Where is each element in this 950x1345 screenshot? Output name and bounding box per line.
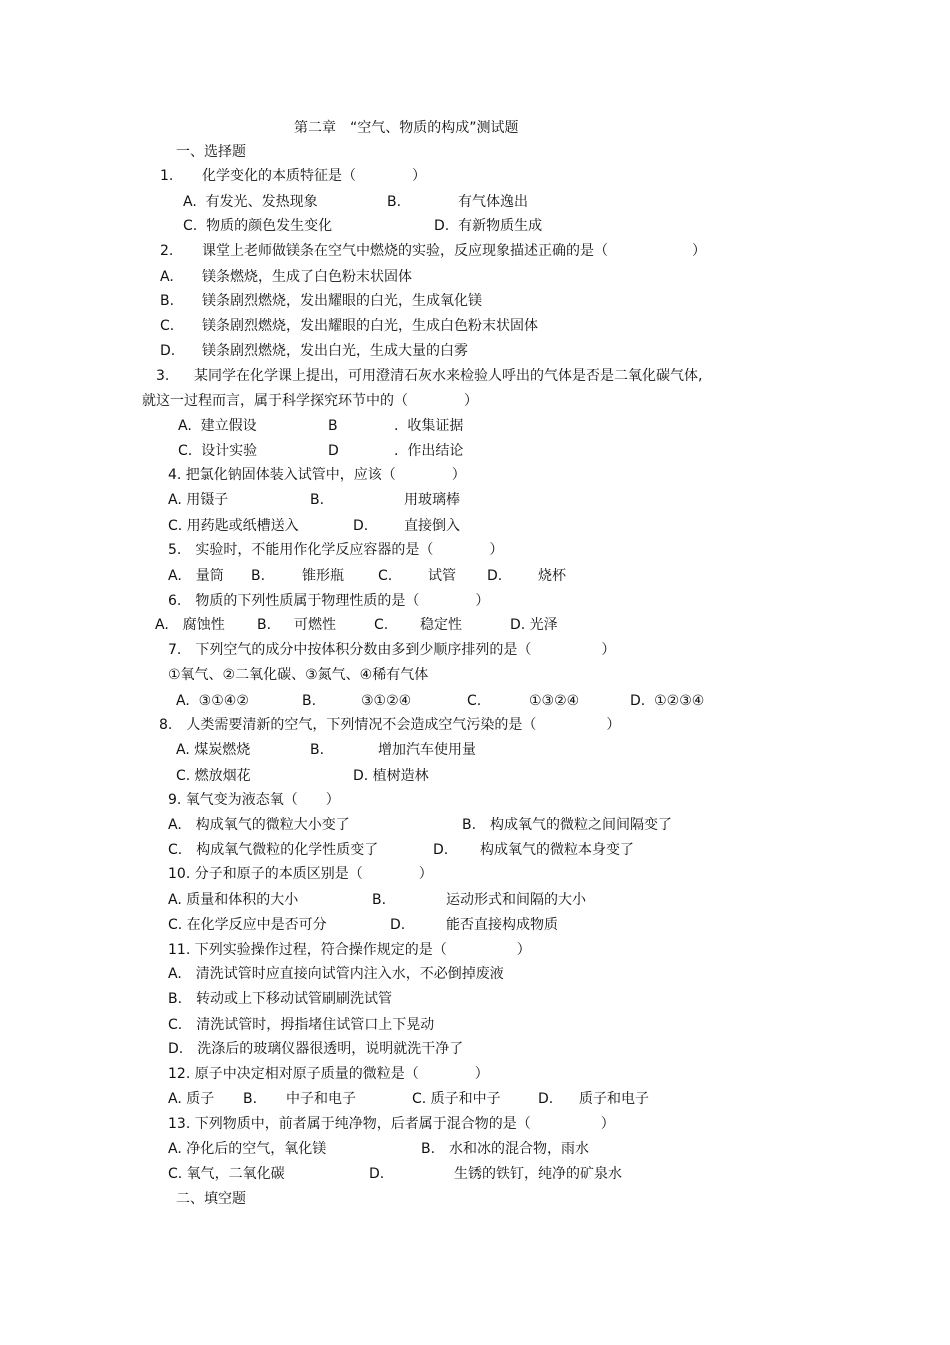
option-d: 生锈的铁钉，纯净的矿泉水 bbox=[454, 1166, 622, 1182]
option-d: . 作出结论 bbox=[394, 443, 464, 459]
option-c: C. 物质的颜色发生变化 bbox=[183, 218, 333, 234]
option-d-key: D. bbox=[353, 518, 369, 534]
option-d: 质子和电子 bbox=[579, 1091, 649, 1107]
option-b: 镁条剧烈燃烧，发出耀眼的白光，生成氧化镁 bbox=[202, 293, 482, 309]
option-c-key: C. bbox=[374, 617, 389, 633]
option-b: 中子和电子 bbox=[286, 1091, 356, 1107]
option-c-key: C. bbox=[378, 568, 393, 584]
question-stem: 12. 原子中决定相对原子质量的微粒是（ ） bbox=[168, 1066, 489, 1082]
option-b: 用玻璃棒 bbox=[404, 492, 460, 508]
option-b-key: B. bbox=[251, 568, 266, 584]
option-d: 构成氧气的微粒本身变了 bbox=[480, 842, 634, 858]
option-a: A. 构成氧气的微粒大小变了 bbox=[168, 817, 350, 833]
option-c: C. 用药匙或纸槽送入 bbox=[168, 518, 299, 534]
option-d: D. ①②③④ bbox=[630, 693, 705, 709]
option-d: D. 植树造林 bbox=[353, 768, 429, 784]
question-stem: 化学变化的本质特征是（ ） bbox=[202, 168, 426, 184]
option-b-key: B bbox=[328, 418, 338, 434]
option-b: B. 构成氧气的微粒之间间隔变了 bbox=[462, 817, 673, 833]
option-d-key: D. bbox=[487, 568, 503, 584]
option-d: 镁条剧烈燃烧，发出白光，生成大量的白雾 bbox=[202, 343, 468, 359]
option-c: ①③②④ bbox=[529, 693, 580, 709]
section-heading-choice: 一、选择题 bbox=[176, 144, 246, 160]
question-stem: 6. 物质的下列性质属于物理性质的是（ ） bbox=[168, 593, 490, 609]
option-a-key: A. bbox=[160, 269, 174, 285]
question-number: 1. bbox=[160, 168, 174, 184]
option-b: 锥形瓶 bbox=[302, 568, 344, 584]
option-b-key: B. bbox=[160, 293, 175, 309]
option-a: A. 净化后的空气，氧化镁 bbox=[168, 1141, 327, 1157]
question-stem: 4. 把氯化钠固体装入试管中，应该（ ） bbox=[168, 467, 466, 483]
option-c-key: C. bbox=[467, 693, 482, 709]
option-d-key: D. bbox=[390, 917, 406, 933]
question-stem-continued: 就这一过程而言，属于科学探究环节中的（ ） bbox=[142, 393, 478, 409]
option-c: C. 构成氧气微粒的化学性质变了 bbox=[168, 842, 379, 858]
option-b-key: B. bbox=[310, 742, 325, 758]
option-b-key: B. bbox=[372, 892, 387, 908]
option-c-key: C. bbox=[160, 318, 175, 334]
option-a: A. ③①④② bbox=[176, 693, 249, 709]
option-c: 稳定性 bbox=[420, 617, 462, 633]
option-d: 直接倒入 bbox=[404, 518, 460, 534]
option-c: 镁条剧烈燃烧，发出耀眼的白光，生成白色粉末状固体 bbox=[202, 318, 538, 334]
option-d-key: D. bbox=[433, 842, 449, 858]
question-number: 2. bbox=[160, 243, 174, 259]
option-d-key: D bbox=[328, 443, 339, 459]
component-list: ①氧气、②二氧化碳、③氮气、④稀有气体 bbox=[168, 667, 429, 683]
option-a: A. 质子 bbox=[168, 1091, 215, 1107]
option-c: C. 燃放烟花 bbox=[176, 768, 251, 784]
option-b: . 收集证据 bbox=[394, 418, 464, 434]
option-a: A. 质量和体积的大小 bbox=[168, 892, 299, 908]
option-d: D. 有新物质生成 bbox=[434, 218, 543, 234]
option-a: 镁条燃烧，生成了白色粉末状固体 bbox=[202, 269, 412, 285]
question-number: 3. bbox=[156, 368, 170, 384]
option-c: C. 氧气，二氧化碳 bbox=[168, 1166, 285, 1182]
question-stem: 8. 人类需要清新的空气，下列情况不会造成空气污染的是（ ） bbox=[159, 717, 621, 733]
option-b: 增加汽车使用量 bbox=[378, 742, 476, 758]
question-stem: 10. 分子和原子的本质区别是（ ） bbox=[168, 866, 433, 882]
option-a: A. 煤炭燃烧 bbox=[176, 742, 251, 758]
option-a: A. 有发光、发热现象 bbox=[183, 194, 318, 210]
option-c: C. 质子和中子 bbox=[412, 1091, 501, 1107]
section-heading-fill: 二、填空题 bbox=[176, 1191, 246, 1207]
question-stem: 7. 下列空气的成分中按体积分数由多到少顺序排列的是（ ） bbox=[168, 642, 616, 658]
question-stem: 9. 氧气变为液态氧（ ） bbox=[168, 792, 340, 808]
option-b-key: B. bbox=[387, 194, 402, 210]
option-c: C. 在化学反应中是否可分 bbox=[168, 917, 327, 933]
question-stem: 某同学在化学课上提出，可用澄清石灰水来检验人呼出的气体是否是二氧化碳气体, bbox=[194, 368, 703, 384]
question-stem: 课堂上老师做镁条在空气中燃烧的实验，反应现象描述正确的是（ ） bbox=[202, 243, 706, 259]
option-b-key: B. bbox=[257, 617, 272, 633]
option-b: B. 水和冰的混合物，雨水 bbox=[421, 1141, 590, 1157]
option-b: 有气体逸出 bbox=[458, 194, 528, 210]
question-stem: 13. 下列物质中，前者属于纯净物，后者属于混合物的是（ ） bbox=[168, 1116, 615, 1132]
option-d: D. 光泽 bbox=[510, 617, 558, 633]
option-b: ③①②④ bbox=[361, 693, 412, 709]
question-stem: 5. 实验时，不能用作化学反应容器的是（ ） bbox=[168, 542, 504, 558]
option-b: 可燃性 bbox=[294, 617, 336, 633]
option-d: D. 洗涤后的玻璃仪器很透明，说明就洗干净了 bbox=[168, 1041, 464, 1057]
option-b-key: B. bbox=[243, 1091, 258, 1107]
option-c: 试管 bbox=[428, 568, 456, 584]
option-d-key: D. bbox=[160, 343, 176, 359]
option-b: B. 转动或上下移动试管刷刷洗试管 bbox=[168, 991, 393, 1007]
option-d-key: D. bbox=[538, 1091, 554, 1107]
option-d: 烧杯 bbox=[538, 568, 566, 584]
option-a: A. 建立假设 bbox=[178, 418, 257, 434]
option-c: C. 设计实验 bbox=[178, 443, 258, 459]
option-b-key: B. bbox=[302, 693, 317, 709]
page-title: 第二章 “空气、物质的构成”测试题 bbox=[294, 120, 519, 136]
option-a: A. 用镊子 bbox=[168, 492, 229, 508]
question-stem: 11. 下列实验操作过程，符合操作规定的是（ ） bbox=[168, 942, 531, 958]
option-d-key: D. bbox=[369, 1166, 385, 1182]
option-a: A. 清洗试管时应直接向试管内注入水，不必倒掉废液 bbox=[168, 966, 504, 982]
option-c: C. 清洗试管时，拇指堵住试管口上下晃动 bbox=[168, 1017, 435, 1033]
option-a: A. 量筒 bbox=[168, 568, 224, 584]
option-a: A. 腐蚀性 bbox=[155, 617, 225, 633]
option-d: 能否直接构成物质 bbox=[446, 917, 558, 933]
option-b-key: B. bbox=[310, 492, 325, 508]
option-b: 运动形式和间隔的大小 bbox=[446, 892, 586, 908]
